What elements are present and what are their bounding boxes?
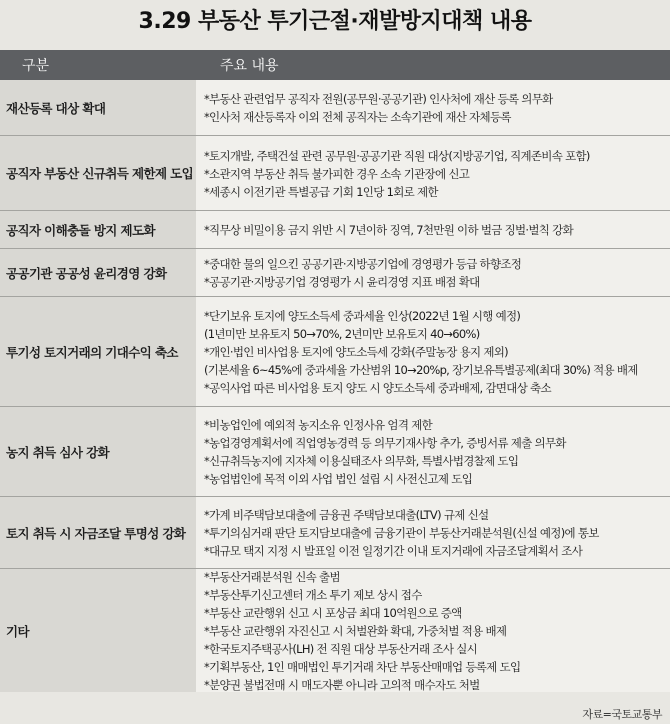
row-category: 공직자 이해충돌 방지 제도화: [0, 211, 196, 248]
row-category: 공공기관 공공성 윤리경영 강화: [0, 249, 196, 296]
row-content: [196, 497, 670, 568]
content-line: *인사처 재산등록자 이외 전체 공직자는 소속기관에 재산 자체등록: [204, 110, 511, 124]
content-line: *부동산투기신고센터 개소 투기 제보 상시 접수: [204, 588, 422, 602]
row-content: [196, 80, 670, 135]
content-line: *공익사업 따른 비사업용 토지 양도 시 양도소득세 중과배제, 감면대상 축소: [204, 381, 551, 395]
content-line: *소관지역 부동산 취득 불가피한 경우 소속 기관장에 신고: [204, 166, 470, 181]
table-row: [0, 496, 670, 568]
content-line: *부동산 교란행위 신고 시 포상금 최대 10억원으로 증액: [204, 606, 462, 620]
table-row: [0, 135, 670, 210]
page-title: 3.29 부동산 투기근절·재발방지대책 내용: [138, 9, 532, 34]
header-category: 구분: [22, 58, 50, 74]
row-category: 재산등록 대상 확대: [0, 80, 196, 135]
content-line: *부동산 관련업무 공직자 전원(공무원·공공기관) 인사처에 재산 등록 의무화: [204, 92, 553, 106]
content-line: *직무상 비밀이용 금지 위반 시 7년이하 징역, 7천만원 이하 벌금 징벌·벌칙 강화: [204, 223, 573, 237]
content-line: *부동산 교란행위 자진신고 시 처벌완화 확대, 가중처벌 적용 배제: [204, 624, 507, 638]
content-line: *비농업인에 예외적 농지소유 인정사유 엄격 제한: [204, 418, 433, 432]
row-category: 농지 취득 심사 강화: [0, 407, 196, 496]
row-content: [196, 136, 670, 210]
row-content: [196, 407, 670, 496]
row-category: 토지 취득 시 자금조달 투명성 강화: [0, 497, 196, 568]
row-category: 기타: [0, 569, 196, 692]
content-line: *대규모 택지 지정 시 발표일 이전 일정기간 이내 토지거래에 자금조달계획서 조사: [204, 544, 583, 558]
row-content: [196, 297, 670, 406]
content-line: *중대한 물의 일으킨 공공기관·지방공기업에 경영평가 등급 하향조정: [204, 257, 522, 271]
content-line: *부동산거래분석원 신속 출범: [204, 570, 340, 584]
content-line: *공공기관·지방공기업 경영평가 시 윤리경영 지표 배점 확대: [204, 275, 480, 289]
source-note: 자료=국토교통부: [582, 708, 662, 721]
content-line: (1년미만 보유토지 50→70%, 2년미만 보유토지 40→60%): [204, 327, 480, 341]
content-line: *투기의심거래 판단 토지담보대출에 금융기관이 부동산거래분석원(신설 예정)에 통보: [204, 526, 599, 540]
content-line: *개인·법인 비사업용 토지에 양도소득세 강화(주말농장 용지 제외): [204, 345, 508, 359]
row-content: [196, 569, 670, 692]
row-category: 투기성 토지거래의 기대수익 축소: [0, 297, 196, 406]
content-line: *기획부동산, 1인 매매법인 투기거래 차단 부동산매매업 등록제 도입: [204, 660, 521, 674]
table-row: [0, 80, 670, 135]
content-line: *농업경영계획서에 직업영농경력 등 의무기재사항 추가, 증빙서류 제출 의무화: [204, 436, 566, 450]
content-line: *농업법인에 목적 이외 사업 법인 설립 시 사전신고제 도입: [204, 472, 473, 486]
content-line: *세종시 이전기관 특별공급 기회 1인당 1회로 제한: [204, 184, 438, 199]
content-line: *한국토지주택공사(LH) 전 직원 대상 부동산거래 조사 실시: [204, 642, 478, 656]
table-row: [0, 568, 670, 692]
content-line: *분양권 불법전매 시 매도자뿐 아니라 고의적 매수자도 처벌: [204, 678, 480, 692]
content-line: *신규취득농지에 지자체 이용실태조사 의무화, 특별사법경찰제 도입: [204, 454, 519, 468]
row-category: 공직자 부동산 신규취득 제한제 도입: [0, 136, 196, 210]
table-row: [0, 248, 670, 296]
table-body: [0, 80, 670, 692]
table-row: [0, 296, 670, 406]
row-content: [196, 249, 670, 296]
content-line: (기본세율 6~45%에 중과세율 가산범위 10→20%p, 장기보유특별공제(최대 30%) 적용 배제: [204, 363, 638, 377]
table-row: [0, 406, 670, 496]
row-content: [196, 211, 670, 248]
content-line: *토지개발, 주택건설 관련 공무원·공공기관 직원 대상(지방공기업, 직계존비속 포함): [204, 148, 590, 163]
table-row: [0, 210, 670, 248]
content-line: *가계 비주택담보대출에 금융권 주택담보대출(LTV) 규제 신설: [204, 508, 489, 522]
header-content: 주요 내용: [220, 58, 279, 74]
policy-table: [0, 50, 670, 692]
table-header: [0, 50, 670, 80]
content-line: *단기보유 토지에 양도소득세 중과세율 인상(2022년 1월 시행 예정): [204, 309, 521, 323]
